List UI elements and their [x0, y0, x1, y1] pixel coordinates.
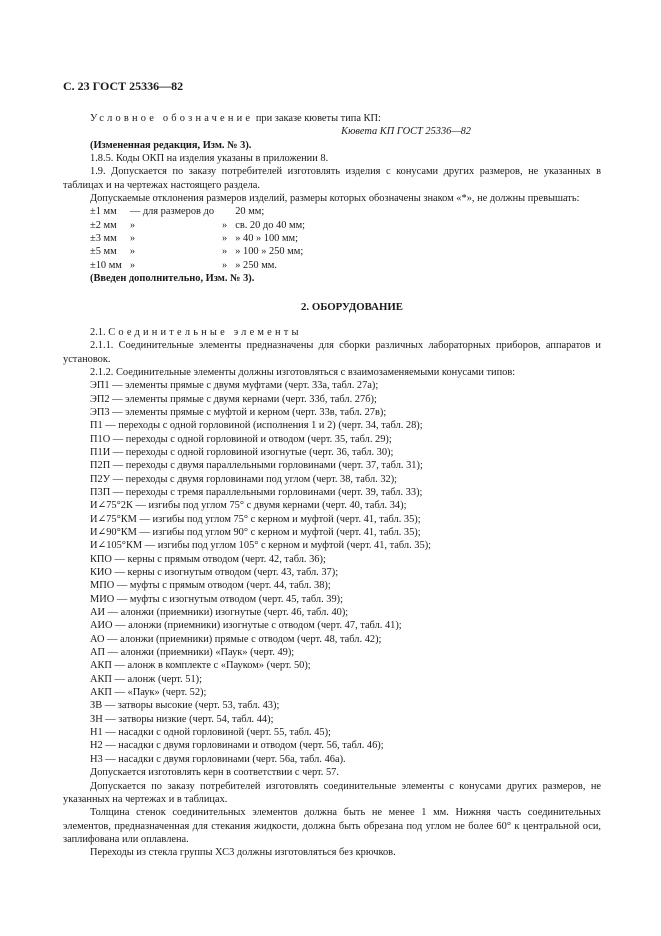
- paragraph-1-8-5: 1.8.5. Коды ОКП на изделия указаны в приложении 8.: [90, 153, 329, 165]
- tolerance-cell-b: »: [222, 259, 228, 271]
- tolerance-cell-tol: ±5 мм: [90, 246, 117, 258]
- list-item: АКП — алонж в комплекте с «Пауком» (черт. 50);: [90, 660, 311, 672]
- tolerance-row: [90, 205, 313, 218]
- tolerance-row: [90, 219, 313, 232]
- other-sizes-paragraph: Допускается по заказу потребителей изготовлять соединительные элементы с конусами других размеров, не указанных на чертежах и в таблицах.: [63, 780, 601, 805]
- paragraph-1-9: 1.9. Допускается по заказу потребителей изготовлять изделия с конусами других размеров, не указанных в таблицах и на чертежах настоящего раздела.: [63, 166, 601, 191]
- tolerance-cell-c: 20 мм;: [235, 206, 265, 218]
- xc3-paragraph: Переходы из стекла группы ХС3 должны изготовляться без крючков.: [90, 847, 396, 859]
- tolerance-table: [90, 205, 313, 272]
- tolerance-row: [90, 259, 313, 272]
- list-item: Н2 — насадки с двумя горловинами и отводом (черт. 56, табл. 46);: [90, 740, 384, 752]
- list-item: П2П — переходы с двумя параллельными горловинами (черт. 37, табл. 31);: [90, 460, 423, 472]
- tolerance-cell-c: » 250 мм.: [235, 259, 277, 271]
- list-item: И∠90°КМ — изгибы под углом 90° с керном и муфтой (черт. 41, табл. 35);: [90, 526, 421, 538]
- list-item: МИО — муфты с изогнутым отводом (черт. 45, табл. 39);: [90, 593, 344, 605]
- list-item: ЭП1 — элементы прямые с двумя муфтами (черт. 33а, табл. 27а);: [90, 380, 379, 392]
- list-item: ЗН — затворы низкие (черт. 54, табл. 44);: [90, 713, 274, 725]
- tolerance-cell-a: »: [129, 233, 136, 245]
- list-item: КИО — керны с изогнутым отводом (черт. 43, табл. 37);: [90, 567, 339, 578]
- tolerance-cell-c: св. 20 до 40 мм;: [235, 219, 306, 231]
- tolerance-cell-b: »: [222, 219, 228, 231]
- element-type-list: [63, 379, 601, 766]
- tolerance-cell-a: — для размеров до: [129, 206, 215, 218]
- list-item: П1И — переходы с одной горловиной изогнутые (черт. 36, табл. 30);: [90, 446, 394, 458]
- designation-rest: при заказе кюветы типа КП:: [253, 113, 381, 124]
- list-item: И∠75°КМ — изгибы под углом 75° с керном и муфтой (черт. 41, табл. 35);: [90, 513, 421, 525]
- deviation-paragraph: Допускаемые отклонения размеров изделий, размеры которых обозначены знаком «*», не должны превышать:: [90, 193, 580, 205]
- tolerance-cell-a: »: [129, 219, 136, 231]
- list-item: П1 — переходы с одной горловиной (исполнения 1 и 2) (черт. 34, табл. 28);: [90, 420, 423, 432]
- tolerance-cell-a: »: [129, 246, 136, 258]
- list-item: АО — алонжи (приемники) прямые с отводом (черт. 48, табл. 42);: [90, 633, 382, 645]
- wall-thickness-paragraph: Толщина стенок соединительных элементов должна быть не менее 1 мм. Нижняя часть соединительных элементов, предназначенная для стекания жидкости, должна быть обрезана под углом не более 60° к центральной оси, заплифована или оплавлена.: [63, 807, 601, 845]
- list-item: ЭП3 — элементы прямые с муфтой и керном (черт. 33в, табл. 27в);: [90, 406, 387, 418]
- subsection-title: Соединительные элементы: [108, 326, 302, 338]
- list-item: П1О — переходы с одной горловиной и отводом (черт. 35, табл. 29);: [90, 433, 392, 445]
- paragraph-2-1-1: 2.1.1. Соединительные элементы предназначены для сборки различных лабораторных приборов, аппаратов и установок.: [63, 340, 601, 365]
- tolerance-row: [90, 245, 313, 258]
- section-title: 2. ОБОРУДОВАНИЕ: [301, 301, 403, 314]
- list-item: АИ — алонжи (приемники) изогнутые (черт. 46, табл. 40);: [90, 607, 349, 619]
- list-item: МПО — муфты с прямым отводом (черт. 44, табл. 38);: [90, 580, 331, 592]
- tolerance-cell-a: »: [129, 259, 136, 271]
- designation-example: Кювета КП ГОСТ 25336—82: [341, 126, 471, 138]
- kern-paragraph: Допускается изготовлять керн в соответствии с черт. 57.: [90, 767, 339, 779]
- list-item: Н3 — насадки с двумя горловинами (черт. 56а, табл. 46а).: [90, 753, 346, 765]
- list-item: АИО — алонжи (приемники) изогнутые с отводом (черт. 47, табл. 41);: [90, 620, 402, 632]
- subsection-2-1: [63, 326, 601, 339]
- page-header: С. 23 ГОСТ 25336—82: [63, 79, 184, 93]
- list-item: П3П — переходы с тремя параллельными горловинами (черт. 39, табл. 33);: [90, 486, 423, 498]
- tolerance-row: [90, 232, 313, 245]
- tolerance-cell-b: [222, 205, 235, 218]
- list-item: КПО — керны с прямым отводом (черт. 42, табл. 36);: [90, 553, 326, 565]
- tolerance-cell-c: » 40 » 100 мм;: [235, 233, 299, 245]
- list-item: АП — алонжи (приемники) «Паук» (черт. 49);: [90, 647, 295, 659]
- list-item: ЭП2 — элементы прямые с двумя кернами (черт. 33б, табл. 27б);: [90, 393, 377, 405]
- designation-paragraph: [63, 112, 601, 125]
- tolerance-cell-tol: ±2 мм: [90, 219, 117, 231]
- tolerance-cell-b: »: [222, 246, 228, 258]
- list-item: АКП — «Паук» (черт. 52);: [90, 687, 207, 699]
- tolerance-cell-tol: ±1 мм: [90, 206, 117, 218]
- tolerance-cell-tol: ±3 мм: [90, 233, 117, 245]
- document-body: [63, 112, 601, 860]
- list-item: Н1 — насадки с одной горловиной (черт. 55, табл. 45);: [90, 727, 331, 739]
- amendment-note-2: (Введен дополнительно, Изм. № 3).: [90, 273, 255, 285]
- tolerance-cell-c: » 100 » 250 мм;: [235, 246, 304, 258]
- list-item: И∠105°КМ — изгибы под углом 105° с керном и муфтой (черт. 41, табл. 35);: [90, 540, 432, 552]
- paragraph-2-1-2: 2.1.2. Соединительные элементы должны изготовляться с взаимозаменяемыми конусами типов:: [90, 366, 516, 378]
- list-item: АКП — алонж (черт. 51);: [90, 673, 202, 685]
- list-item: П2У — переходы с двумя горловинами под углом (черт. 38, табл. 32);: [90, 473, 398, 485]
- tolerance-cell-tol: ±10 мм: [90, 259, 122, 271]
- amendment-note-1: (Измененная редакция, Изм. № 3).: [90, 139, 252, 151]
- list-item: И∠75°2К — изгибы под углом 75° с двумя кернами (черт. 40, табл. 34);: [90, 500, 407, 512]
- tolerance-cell-b: »: [222, 233, 228, 245]
- designation-spaced-term: Условное обозначение: [90, 113, 254, 124]
- list-item: ЗВ — затворы высокие (черт. 53, табл. 43);: [90, 700, 280, 712]
- subsection-number: 2.1.: [90, 326, 109, 338]
